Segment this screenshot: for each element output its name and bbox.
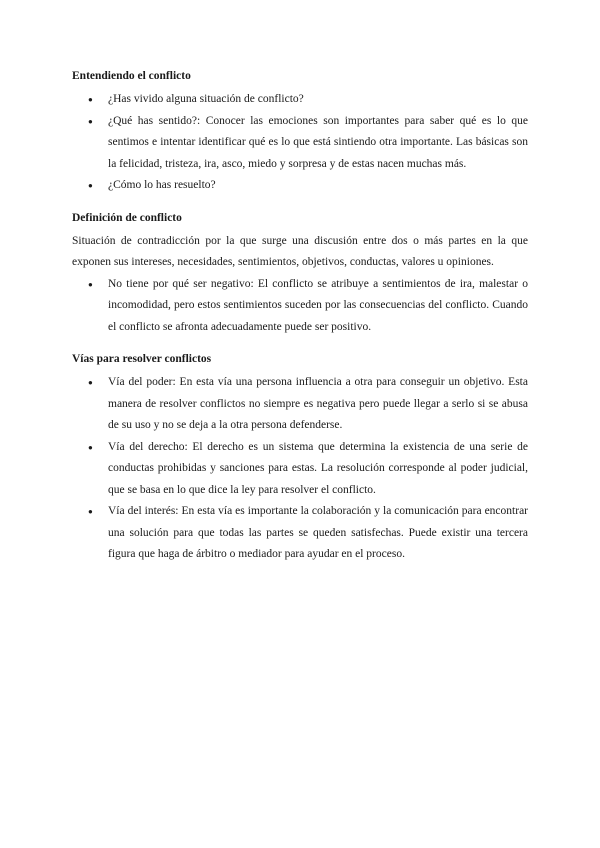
list-item: ● ¿Has vivido alguna situación de conflicto?: [72, 89, 528, 111]
bullet-list: [72, 372, 528, 566]
list-item: ● No tiene por qué ser negativo: El conflicto se atribuye a sentimientos de ira, malestar o incomodidad, pero estos sentimientos suceden por las consecuencias del conflicto. Cuando el conflicto se afronta adecuadamente puede ser positivo.: [72, 274, 528, 339]
section-vias: [72, 351, 528, 566]
section-heading: Definición de conflicto: [72, 211, 182, 224]
list-item: ● Vía del poder: En esta vía una persona influencia a otra para conseguir un objetivo. Esta manera de resolver conflictos no siempre es negativa pero puede llegar a serlo si se abusa de su uso y no se deja a la otra persona defenderse.: [72, 372, 528, 437]
bullet-icon: ●: [88, 507, 93, 516]
bullet-icon: ●: [88, 95, 93, 104]
bullet-list: [72, 89, 528, 197]
document-page: [72, 68, 528, 579]
list-item: ● ¿Qué has sentido?: Conocer las emociones son importantes para saber qué es lo que sentimos e intentar identificar qué es lo que está sintiendo otra importante. Las básicas son la felicidad, tristeza, ira, asco, miedo y sorpresa y de estas nacen muchas más.: [72, 111, 528, 176]
list-item: ● Vía del interés: En esta vía es importante la colaboración y la comunicación para encontrar una solución para que todas las partes se queden satisfechas. Puede existir una tercera figura que haga de árbitro o mediador para ayudar en el proceso.: [72, 501, 528, 566]
section-definicion: [72, 210, 528, 339]
bullet-icon: ●: [88, 116, 93, 126]
section-heading: Vías para resolver conflictos: [72, 353, 212, 365]
definition-paragraph: Situación de contradicción por la que surge una discusión entre dos o más partes en la que exponen sus intereses, necesidades, sentimientos, objetivos, conductas, valores u opiniones.: [72, 234, 528, 268]
bullet-icon: ●: [88, 442, 93, 452]
bullet-icon: ●: [88, 181, 93, 190]
bullet-list: [72, 274, 528, 339]
section-entendiendo: [72, 68, 528, 197]
list-item: ● ¿Cómo lo has resuelto?: [72, 175, 528, 197]
list-item: ● Vía del derecho: El derecho es un sistema que determina la existencia de una serie de conductas prohibidas y sanciones para estas. La resolución corresponde al poder judicial, que se basa en lo que dice la ley para resolver el conflicto.: [72, 437, 528, 502]
section-heading: Entendiendo el conflicto: [72, 70, 191, 82]
bullet-icon: ●: [88, 279, 93, 289]
bullet-icon: ●: [88, 378, 93, 387]
